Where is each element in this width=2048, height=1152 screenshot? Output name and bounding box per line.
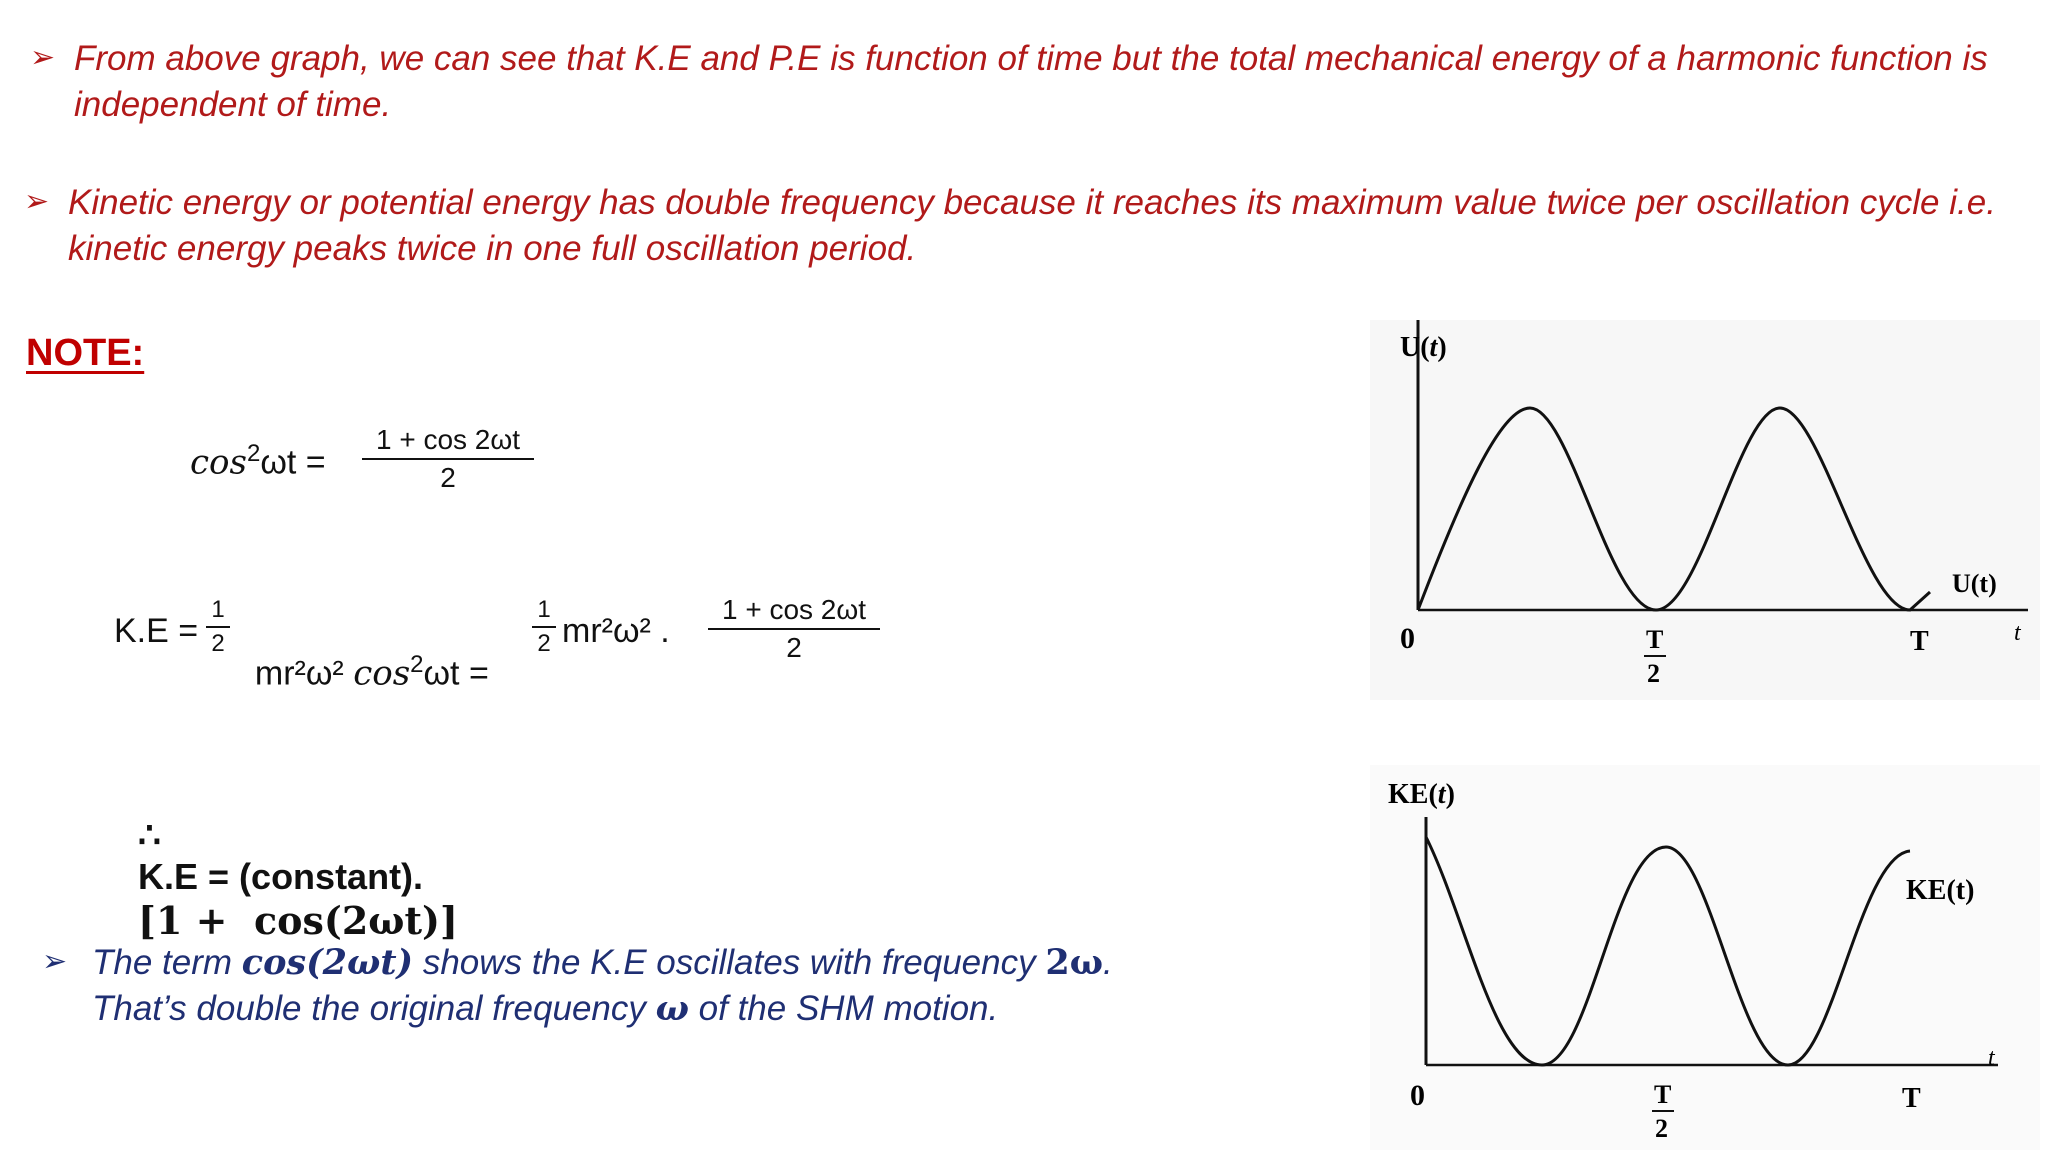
ke-conclusion — [118, 772, 458, 943]
ke-t-axis-label: t — [1988, 1045, 1995, 1071]
arrow-bullet-icon: ➢ — [42, 944, 68, 979]
ke-half-period-num: T — [1654, 1080, 1672, 1109]
conclusion-text: K.E = (constant). — [138, 856, 424, 897]
ke-origin-label: 0 — [1410, 1079, 1425, 1112]
therefore-symbol: ∴ — [138, 814, 161, 855]
u-t-axis-label: t — [2014, 620, 2021, 646]
ke-curve-label: KE(t) — [1906, 875, 1975, 906]
omega-symbol: ω — [655, 988, 689, 1029]
frequency-2w: 2ω — [1045, 942, 1104, 983]
arrow-bullet-icon: ➢ — [30, 40, 56, 75]
ke-equation-middle — [236, 612, 489, 693]
identity-arg: ωt = — [260, 443, 326, 482]
term-note-line-1 — [92, 940, 1113, 986]
identity-numerator: 1 + cos 2ωt — [375, 424, 521, 455]
half-numerator: 1 — [211, 596, 225, 623]
u-y-label: U(t) — [1400, 332, 1447, 363]
conclusion-bracket: [1 + cos(2ωt)] — [138, 898, 458, 943]
ke-fraction — [708, 594, 880, 664]
bullet-2-line-1: Kinetic energy or potential energy has double frequency because it reaches its maximum value twice per oscillation cycle i.e. — [68, 183, 1996, 222]
note-heading: NOTE: — [26, 332, 145, 374]
half-denominator: 2 — [211, 630, 225, 657]
cos-exponent: 2 — [246, 440, 261, 467]
ke-period-label: T — [1902, 1083, 1921, 1114]
term-note-pre: The term — [92, 943, 242, 982]
cos-fn: cos — [190, 442, 247, 483]
kinetic-energy-graph — [1370, 765, 2040, 1150]
identity-denominator: 2 — [440, 462, 456, 493]
u-period-label: T — [1910, 626, 1929, 657]
ke-y-label: KE(t) — [1388, 779, 1455, 810]
ke-half-period-den: 2 — [1655, 1114, 1668, 1143]
ke-equation-lhs: K.E = — [114, 612, 199, 650]
cos-squared-identity-lhs — [190, 440, 326, 482]
ke-cos-fn: cos — [353, 653, 411, 694]
bullet-1-line-2: independent of time. — [74, 85, 392, 124]
identity-fraction — [362, 424, 534, 494]
half-fraction-1 — [206, 596, 230, 658]
half-fraction-2 — [532, 596, 556, 658]
u-origin-label: 0 — [1400, 622, 1415, 655]
u-half-period-den: 2 — [1647, 659, 1660, 688]
term-note-line2-end: of the SHM motion. — [688, 989, 999, 1028]
u-curve-label: U(t) — [1952, 569, 1997, 598]
ke-term-3: mr²ω² . — [562, 612, 670, 650]
cos-2wt-term: cos(2ωt) — [241, 942, 414, 983]
ke-term-1: mr²ω² — [254, 654, 354, 693]
term-note-end: . — [1103, 943, 1113, 982]
half-denominator: 2 — [537, 630, 551, 657]
potential-energy-graph — [1370, 320, 2040, 700]
bullet-1-line-1: From above graph, we can see that K.E and P.E is function of time but the total mechanical energy of a harmonic function is — [74, 39, 1988, 78]
term-note-line-2 — [92, 986, 998, 1032]
ke-fraction-denominator: 2 — [786, 632, 802, 663]
ke-cos-exponent: 2 — [410, 651, 424, 678]
u-half-period-num: T — [1646, 625, 1664, 654]
ke-term-2: ωt = — [423, 654, 489, 693]
half-numerator: 1 — [537, 596, 551, 623]
arrow-bullet-icon: ➢ — [24, 184, 50, 219]
bullet-2-line-2: kinetic energy peaks twice in one full oscillation period. — [68, 229, 917, 268]
ke-fraction-numerator: 1 + cos 2ωt — [721, 594, 867, 625]
term-note-line2-pre: That’s double the original frequency — [92, 989, 656, 1028]
term-note-mid: shows the K.E oscillates with frequency — [413, 943, 1046, 982]
